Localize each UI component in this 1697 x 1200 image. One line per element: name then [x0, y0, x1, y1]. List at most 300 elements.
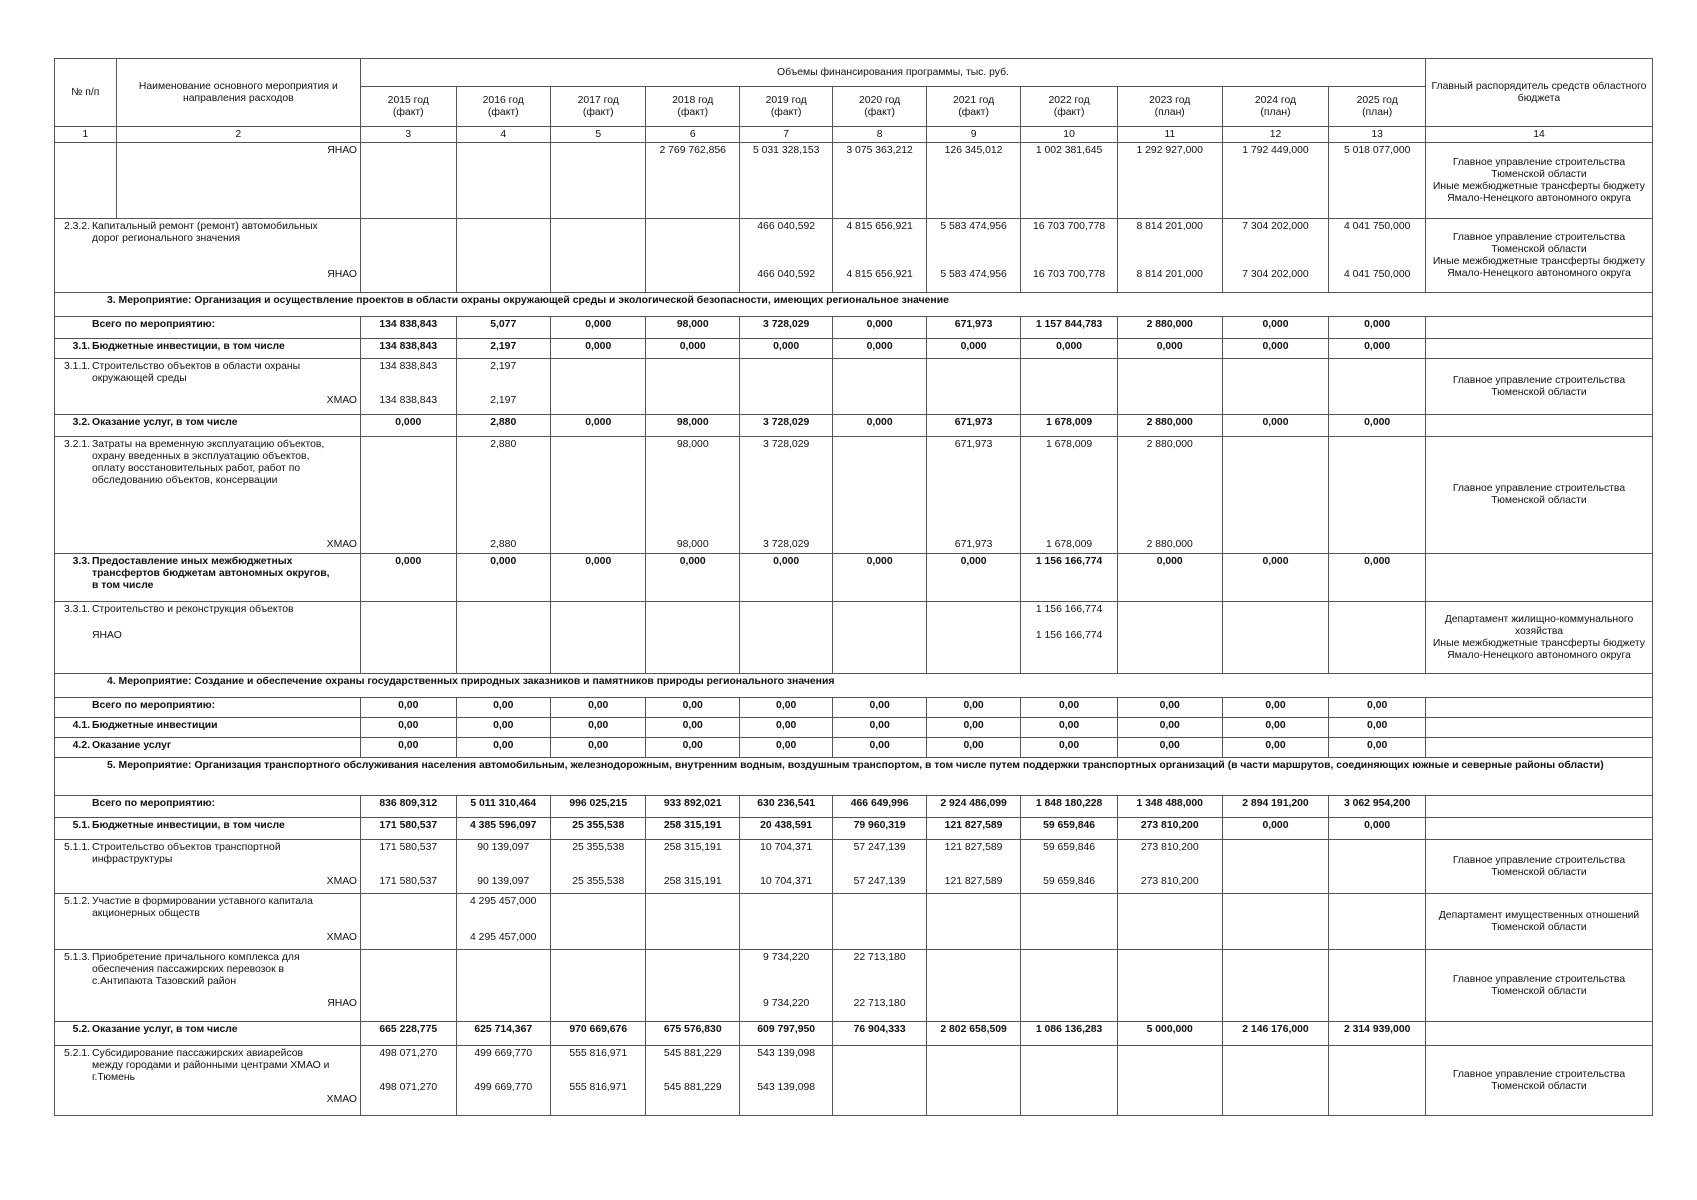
value-cell	[550, 950, 646, 1022]
value-cell	[739, 437, 832, 554]
row-number: 5.1.1.	[64, 842, 90, 853]
value-total	[930, 952, 1017, 964]
value-cell: 0,000	[646, 339, 739, 359]
value-cell: 0,00	[1021, 718, 1118, 738]
value-region	[364, 630, 453, 642]
value-cell: 671,973	[926, 317, 1020, 339]
num-cell	[55, 143, 117, 219]
manager-cell	[1425, 602, 1652, 674]
spacer	[930, 964, 1017, 998]
value-region	[1226, 932, 1326, 944]
value-cell	[550, 219, 646, 293]
value-cell	[1222, 219, 1329, 293]
value-total: 59 659,846	[1043, 842, 1096, 853]
value-cell	[1222, 437, 1329, 554]
value-total: 22 713,180	[853, 952, 906, 963]
value-cell: 1 848 180,228	[1021, 796, 1118, 818]
manager-text: Департамент имущественных отношений Тюменской области	[1438, 909, 1640, 933]
value-total: 16 703 700,778	[1032, 221, 1106, 232]
year-kind: (факт)	[958, 106, 989, 118]
value-total	[1121, 952, 1219, 964]
funding-table	[54, 58, 1653, 1116]
spacer	[1332, 233, 1422, 269]
value-cell: 0,00	[1021, 738, 1118, 758]
table-row-section	[55, 674, 1653, 698]
value-cell: 0,00	[550, 738, 646, 758]
value-region: 134 838,843	[379, 395, 438, 406]
spacer	[649, 233, 735, 269]
column-number: 13	[1329, 127, 1426, 143]
value-region	[649, 630, 735, 642]
spacer	[743, 908, 829, 932]
value-cell	[1222, 1046, 1329, 1116]
year-kind: (план)	[1260, 106, 1291, 118]
value-cell	[361, 840, 457, 894]
manager-text: Главное управление строительства Тюменской области	[1452, 854, 1626, 878]
value-total	[554, 361, 643, 373]
value-total	[1226, 896, 1326, 908]
value-total	[554, 439, 643, 451]
value-cell: 0,00	[456, 698, 550, 718]
value-total: 4 815 656,921	[846, 221, 913, 232]
value-total: 273 810,200	[1140, 842, 1199, 853]
spacer	[1024, 1060, 1114, 1082]
row-name: Бюджетные инвестиции, в том числе	[92, 820, 285, 831]
column-number: 10	[1021, 127, 1118, 143]
spacer	[58, 385, 357, 395]
value-cell	[646, 359, 739, 415]
spacer	[836, 854, 922, 876]
year-label: 2016 год	[482, 94, 524, 106]
row-name: Приобретение причального комплекса для обеспечения пассажирских перевозок в с.Антипаюта Тазовский район	[92, 952, 300, 987]
spacer	[58, 920, 357, 932]
value-region	[1226, 876, 1326, 888]
spacer	[58, 988, 357, 998]
region-label: ЯНАО	[327, 998, 358, 1009]
value-total	[649, 361, 735, 373]
row-name: Затраты на временную эксплуатацию объектов, охрану введенных в эксплуатацию объектов, оплату восстановительных работ, работ по обследованию объектов, консервации	[92, 439, 325, 486]
value-cell: 5 011 310,464	[456, 796, 550, 818]
value-cell	[926, 894, 1020, 950]
value-total	[930, 1048, 1017, 1060]
value-cell	[1021, 950, 1118, 1022]
value-region	[649, 395, 735, 407]
value-cell: 0,000	[1329, 818, 1426, 840]
value-cell: 0,00	[456, 738, 550, 758]
row-name: Всего по мероприятию:	[92, 319, 216, 330]
value-cell: 0,00	[646, 718, 739, 738]
name-cell	[55, 738, 361, 758]
value-cell	[739, 359, 832, 415]
value-cell: 126 345,012	[926, 143, 1020, 219]
value-cell	[833, 219, 926, 293]
spacer	[58, 1084, 357, 1094]
spacer	[1332, 854, 1422, 876]
row-number: 5.1.	[72, 820, 90, 831]
year-label: 2023 год	[1149, 94, 1191, 106]
value-total: 90 139,097	[477, 842, 530, 853]
spacer	[649, 908, 735, 932]
header-year	[1117, 87, 1222, 127]
manager-text: Иные межбюджетные трансферты бюджету Ямало-Ненецкого автономного округа	[1432, 255, 1646, 279]
value-cell: 0,000	[926, 554, 1020, 602]
manager-text: Главное управление строительства Тюменской области	[1452, 973, 1626, 997]
value-cell: 1 156 166,774	[1021, 554, 1118, 602]
name-cell	[55, 317, 361, 339]
spacer	[1332, 451, 1422, 539]
manager-text: Главное управление строительства Тюменской области	[1452, 483, 1626, 506]
spacer	[1121, 233, 1219, 269]
value-total	[743, 361, 829, 373]
value-cell: 3 062 954,200	[1329, 796, 1426, 818]
value-region	[460, 630, 547, 642]
value-cell	[739, 840, 832, 894]
value-cell: 0,00	[1117, 718, 1222, 738]
value-total: 8 814 201,000	[1136, 221, 1203, 232]
section-title: 5. Мероприятие: Организация транспортного обслуживания населения автомобильным, железнодорожным, внутренним водным, воздушным транспортом, в том числе путем поддержки транспортных организаций (в части маршрутов, соединяющих южные и северные районы области)	[55, 758, 1653, 796]
spacer	[1226, 908, 1326, 932]
name-cell	[55, 818, 361, 840]
value-region: 121 827,589	[944, 876, 1003, 887]
row-number: 5.2.1.	[64, 1048, 90, 1059]
value-region: 5 583 474,956	[940, 269, 1007, 280]
spacer	[554, 908, 643, 932]
manager-cell	[1425, 894, 1652, 950]
value-cell: 0,000	[550, 415, 646, 437]
region-label: ЯНАО	[92, 630, 122, 641]
spacer	[1121, 1060, 1219, 1082]
value-cell: 0,000	[1222, 554, 1329, 602]
header-year	[1222, 87, 1329, 127]
value-cell	[833, 1046, 926, 1116]
value-cell	[646, 219, 739, 293]
value-region: 2 880,000	[1146, 539, 1193, 550]
value-cell: 0,000	[1117, 554, 1222, 602]
value-cell: 0,000	[833, 415, 926, 437]
value-cell: 25 355,538	[550, 818, 646, 840]
value-cell: 134 838,843	[361, 317, 457, 339]
name-cell	[55, 950, 361, 1022]
spacer	[58, 616, 357, 630]
value-total: 2 880,000	[1146, 439, 1193, 450]
value-total	[1332, 439, 1422, 451]
manager-cell	[1425, 219, 1652, 293]
value-total	[836, 896, 922, 908]
value-region: 25 355,538	[572, 876, 625, 887]
value-region: 2,880	[490, 539, 517, 550]
value-cell: 2 924 486,099	[926, 796, 1020, 818]
value-total	[554, 604, 643, 616]
value-cell	[550, 437, 646, 554]
manager-cell	[1425, 818, 1652, 840]
header-year	[646, 87, 739, 127]
spacer	[554, 1060, 643, 1082]
value-cell: 0,00	[550, 698, 646, 718]
value-cell	[361, 602, 457, 674]
spacer	[364, 908, 453, 932]
value-total: 121 827,589	[944, 842, 1003, 853]
table-row-total	[55, 796, 1653, 818]
value-region	[1226, 395, 1326, 407]
value-region	[1332, 395, 1422, 407]
value-total	[930, 361, 1017, 373]
header-year	[361, 87, 457, 127]
value-region	[743, 932, 829, 944]
value-total: 555 816,971	[569, 1048, 628, 1059]
value-total	[1226, 361, 1326, 373]
value-cell	[1117, 1046, 1222, 1116]
spacer	[930, 908, 1017, 932]
spacer	[743, 373, 829, 395]
value-cell	[361, 219, 457, 293]
value-cell	[926, 1046, 1020, 1116]
spacer	[554, 451, 643, 539]
value-cell: 2,197	[456, 339, 550, 359]
spacer	[58, 245, 357, 269]
value-total: 5 583 474,956	[940, 221, 1007, 232]
value-region: 57 247,139	[853, 876, 906, 887]
value-region	[364, 269, 453, 281]
value-cell: 0,00	[456, 718, 550, 738]
value-cell: 98,000	[646, 317, 739, 339]
value-cell	[456, 950, 550, 1022]
value-cell: 2 894 191,200	[1222, 796, 1329, 818]
value-region	[930, 932, 1017, 944]
manager-cell	[1425, 415, 1652, 437]
value-cell	[646, 894, 739, 950]
value-region	[649, 269, 735, 281]
year-label: 2018 год	[672, 94, 714, 106]
manager-text: Иные межбюджетные трансферты бюджету Ямало-Ненецкого автономного округа	[1432, 637, 1646, 661]
spacer	[460, 908, 547, 932]
year-label: 2022 год	[1048, 94, 1090, 106]
row-number: 4.1.	[72, 720, 90, 731]
value-cell: 466 649,996	[833, 796, 926, 818]
table-row-total	[55, 317, 1653, 339]
manager-cell	[1425, 1046, 1652, 1116]
value-cell	[361, 1046, 457, 1116]
value-region: 4 815 656,921	[846, 269, 913, 280]
value-total	[649, 896, 735, 908]
header-num: № п/п	[55, 59, 117, 127]
name-cell	[55, 1022, 361, 1046]
value-cell	[1117, 359, 1222, 415]
value-total	[1226, 952, 1326, 964]
spacer	[930, 616, 1017, 630]
value-region	[1332, 539, 1422, 551]
value-total	[554, 896, 643, 908]
spacer	[460, 1060, 547, 1082]
value-total	[836, 1048, 922, 1060]
spacer	[1226, 451, 1326, 539]
manager-text: Главное управление строительства Тюменской области	[1452, 1068, 1626, 1092]
column-number: 4	[456, 127, 550, 143]
spacer	[1121, 451, 1219, 539]
spacer	[743, 854, 829, 876]
header-year	[1021, 87, 1118, 127]
value-cell: 0,000	[1222, 339, 1329, 359]
value-total: 25 355,538	[572, 842, 625, 853]
value-cell	[739, 1046, 832, 1116]
region-label: ХМАО	[326, 1094, 358, 1105]
value-total	[649, 952, 735, 964]
value-cell: 1 348 488,000	[1117, 796, 1222, 818]
value-cell	[1117, 950, 1222, 1022]
spacer	[58, 487, 357, 539]
value-region	[1332, 932, 1422, 944]
value-cell	[361, 359, 457, 415]
spacer	[743, 964, 829, 998]
spacer	[836, 1060, 922, 1082]
spacer	[649, 854, 735, 876]
value-total: 4 041 750,000	[1343, 221, 1411, 232]
value-cell: 0,00	[833, 738, 926, 758]
spacer	[836, 616, 922, 630]
spacer	[836, 451, 922, 539]
manager-cell	[1425, 1022, 1652, 1046]
value-total	[554, 952, 643, 964]
value-cell	[926, 219, 1020, 293]
value-region	[364, 932, 453, 944]
spacer	[554, 233, 643, 269]
value-total	[460, 952, 547, 964]
section-title: 4. Мероприятие: Создание и обеспечение охраны государственных природных заказников и памятников природы регионального значения	[55, 674, 1653, 698]
column-number: 5	[550, 127, 646, 143]
value-cell	[646, 1046, 739, 1116]
value-cell	[1329, 1046, 1426, 1116]
value-total: 498 071,270	[379, 1048, 438, 1059]
value-region: 22 713,180	[853, 998, 906, 1009]
value-cell: 0,00	[833, 718, 926, 738]
value-cell: 98,000	[646, 415, 739, 437]
value-region	[836, 1082, 922, 1094]
value-cell: 171 580,537	[361, 818, 457, 840]
value-total	[1226, 439, 1326, 451]
value-cell	[926, 359, 1020, 415]
spacer	[1121, 964, 1219, 998]
value-total	[836, 361, 922, 373]
spacer	[460, 616, 547, 630]
value-cell: 0,00	[1329, 698, 1426, 718]
value-region	[554, 630, 643, 642]
value-cell: 0,00	[739, 698, 832, 718]
value-cell	[1117, 840, 1222, 894]
value-total	[1024, 361, 1114, 373]
spacer	[743, 451, 829, 539]
value-total: 2,880	[490, 439, 517, 450]
spacer	[649, 964, 735, 998]
value-region: 98,000	[676, 539, 709, 550]
value-cell	[456, 437, 550, 554]
manager-text: Иные межбюджетные трансферты бюджету Ямало-Ненецкого автономного округа	[1432, 180, 1646, 204]
region-label: ЯНАО	[116, 143, 360, 219]
value-cell: 0,000	[833, 339, 926, 359]
table-row-section	[55, 758, 1653, 796]
manager-cell	[1425, 718, 1652, 738]
value-cell: 3 728,029	[739, 415, 832, 437]
value-cell: 996 025,215	[550, 796, 646, 818]
value-cell: 2 880,000	[1117, 317, 1222, 339]
spacer	[364, 1060, 453, 1082]
value-cell: 0,000	[739, 554, 832, 602]
spacer	[1226, 854, 1326, 876]
row-name: Участие в формировании уставного капитала акционерных обществ	[92, 896, 313, 919]
spacer	[1226, 233, 1326, 269]
spacer	[649, 451, 735, 539]
spacer	[930, 1060, 1017, 1082]
spacer	[930, 451, 1017, 539]
value-cell: 0,00	[1117, 698, 1222, 718]
value-total	[460, 604, 547, 616]
value-cell	[550, 143, 646, 219]
spacer	[1332, 908, 1422, 932]
value-region	[460, 998, 547, 1010]
header-year	[1329, 87, 1426, 127]
value-total	[1226, 604, 1326, 616]
region-label: ХМАО	[326, 539, 358, 550]
value-cell	[833, 894, 926, 950]
spacer	[460, 373, 547, 395]
value-total: 134 838,843	[379, 361, 438, 372]
column-number: 8	[833, 127, 926, 143]
spacer	[1332, 616, 1422, 630]
value-region	[1226, 630, 1326, 642]
spacer	[836, 233, 922, 269]
value-cell	[1021, 437, 1118, 554]
row-number: 4.2.	[72, 740, 90, 751]
value-cell	[833, 437, 926, 554]
manager-cell	[1425, 796, 1652, 818]
value-cell	[1329, 602, 1426, 674]
value-cell: 2,880	[456, 415, 550, 437]
value-cell: 0,00	[361, 698, 457, 718]
column-number: 9	[926, 127, 1020, 143]
header-year	[739, 87, 832, 127]
region-label: ХМАО	[326, 932, 358, 943]
row-name: Оказание услуг, в том числе	[92, 417, 238, 428]
year-kind: (факт)	[864, 106, 895, 118]
year-label: 2025 год	[1356, 94, 1398, 106]
spacer	[743, 233, 829, 269]
value-total	[836, 439, 922, 451]
value-region	[1121, 395, 1219, 407]
value-cell: 2 769 762,856	[646, 143, 739, 219]
value-cell	[361, 894, 457, 950]
value-total: 3 728,029	[763, 439, 810, 450]
value-total: 2,197	[490, 361, 517, 372]
value-region	[1226, 539, 1326, 551]
manager-cell	[1425, 143, 1652, 219]
value-total	[554, 221, 643, 233]
value-cell: 5 000,000	[1117, 1022, 1222, 1046]
row-name: Всего по мероприятию:	[92, 798, 216, 809]
column-number: 11	[1117, 127, 1222, 143]
header-manager: Главный распорядитель средств областного бюджета	[1425, 59, 1652, 127]
spacer	[58, 866, 357, 876]
value-cell: 0,00	[1329, 738, 1426, 758]
value-cell	[1222, 894, 1329, 950]
spacer	[1121, 373, 1219, 395]
row-name: Бюджетные инвестиции	[92, 720, 218, 731]
spacer	[460, 451, 547, 539]
value-cell	[550, 602, 646, 674]
region-label: ХМАО	[326, 876, 358, 887]
table-row-item	[55, 602, 1653, 674]
value-cell	[456, 894, 550, 950]
value-region: 498 071,270	[379, 1082, 438, 1093]
value-total: 7 304 202,000	[1242, 221, 1309, 232]
value-cell: 273 810,200	[1117, 818, 1222, 840]
